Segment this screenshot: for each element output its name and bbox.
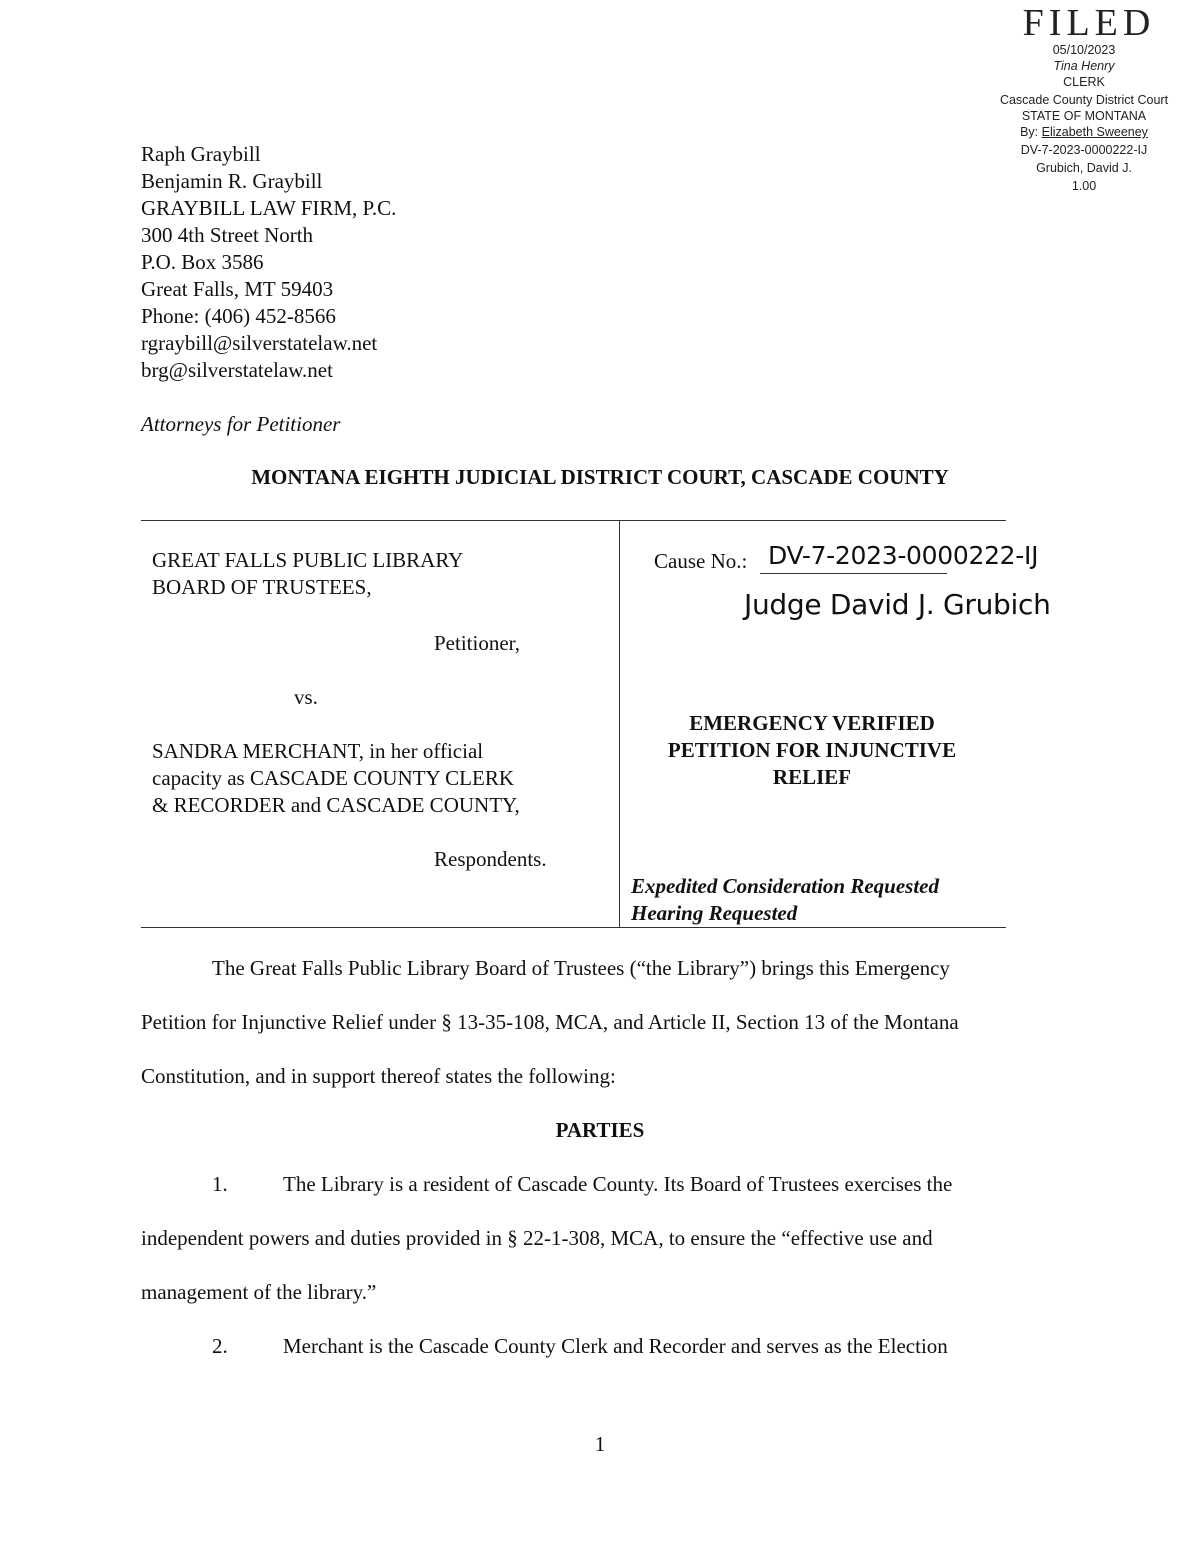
respondent-label: Respondents. <box>434 847 547 871</box>
document-title-line: RELIEF <box>772 765 852 789</box>
request-notes <box>631 873 939 927</box>
stamp-by <box>978 124 1190 140</box>
document-title-line: EMERGENCY VERIFIED <box>689 711 935 735</box>
attorney-line: 300 4th Street North <box>141 223 314 247</box>
paragraph-number: 1. <box>212 1172 228 1196</box>
intro-line: Petition for Injunctive Relief under § 13-35-108, MCA, and Article II, Section 13 of the Montana <box>141 1010 959 1034</box>
respondent-name-line: & RECORDER and CASCADE COUNTY, <box>152 793 520 817</box>
cause-number: DV-7-2023-0000222-IJ <box>768 541 1039 570</box>
respondent-name-line: SANDRA MERCHANT, in her official <box>152 739 484 763</box>
attorney-line: Raph Graybill <box>141 142 261 166</box>
clerk-title: CLERK <box>1063 75 1105 89</box>
caption-divider <box>619 520 620 928</box>
cause-underline <box>760 573 947 574</box>
paragraph-line: The Library is a resident of Cascade County. Its Board of Trustees exercises the <box>283 1172 953 1196</box>
expedited-note: Expedited Consideration Requested <box>631 874 940 898</box>
respondent-name-line: capacity as CASCADE COUNTY CLERK <box>152 766 515 790</box>
stamp-state: STATE OF MONTANA <box>1021 109 1147 123</box>
caption-bottom-rule <box>141 927 1006 928</box>
page-number: 1 <box>594 1432 606 1456</box>
petitioner-name <box>152 547 463 601</box>
stamp-version: 1.00 <box>1071 179 1097 193</box>
stamp-judge: Grubich, David J. <box>1036 161 1132 175</box>
attorney-email: brg@silverstatelaw.net <box>141 358 333 382</box>
attorney-line: Benjamin R. Graybill <box>141 169 323 193</box>
court-name: MONTANA EIGHTH JUDICIAL DISTRICT COURT, CASCADE COUNTY <box>251 465 949 489</box>
attorney-line: Great Falls, MT 59403 <box>141 277 334 301</box>
attorney-line: GRAYBILL LAW FIRM, P.C. <box>141 196 397 220</box>
hearing-note: Hearing Requested <box>631 901 798 925</box>
respondent-name <box>152 738 520 819</box>
attorney-email: rgraybill@silverstatelaw.net <box>141 331 378 355</box>
intro-line: Constitution, and in support thereof states the following: <box>141 1064 616 1088</box>
paragraph-number: 2. <box>212 1334 228 1358</box>
clerk-name: Tina Henry <box>1053 59 1115 73</box>
judge-name: Judge David J. Grubich <box>744 588 1051 621</box>
petitioner-name-line: GREAT FALLS PUBLIC LIBRARY <box>152 548 464 572</box>
attorneys-for: Attorneys for Petitioner <box>141 412 341 436</box>
caption-top-rule <box>141 520 1006 521</box>
section-heading-parties: PARTIES <box>555 1118 645 1142</box>
petitioner-name-line: BOARD OF TRUSTEES, <box>152 575 372 599</box>
stamp-by-name: Elizabeth Sweeney <box>1041 125 1148 139</box>
filed-date: 05/10/2023 <box>1052 43 1116 57</box>
stamp-court: Cascade County District Court <box>999 93 1169 107</box>
attorney-line: P.O. Box 3586 <box>141 250 264 274</box>
stamp-case-number: DV-7-2023-0000222-IJ <box>1020 143 1148 157</box>
cause-label: Cause No.: <box>654 549 748 573</box>
document-title-line: PETITION FOR INJUNCTIVE <box>667 738 957 762</box>
vs-label: vs. <box>294 685 318 709</box>
filed-stamp <box>978 4 1190 194</box>
document-title <box>622 710 1002 791</box>
attorney-block <box>141 141 396 384</box>
intro-line: The Great Falls Public Library Board of Trustees (“the Library”) brings this Emergency <box>212 956 950 980</box>
filed-label: FILED <box>1022 2 1156 44</box>
petitioner-label: Petitioner, <box>434 631 521 655</box>
paragraph-line: independent powers and duties provided in § 22-1-308, MCA, to ensure the “effective use and <box>141 1226 933 1250</box>
paragraph-line: Merchant is the Cascade County Clerk and Recorder and serves as the Election <box>283 1334 948 1358</box>
paragraph-line: management of the library.” <box>141 1280 377 1304</box>
stamp-by-label: By: <box>1020 125 1039 139</box>
attorney-line: Phone: (406) 452-8566 <box>141 304 336 328</box>
